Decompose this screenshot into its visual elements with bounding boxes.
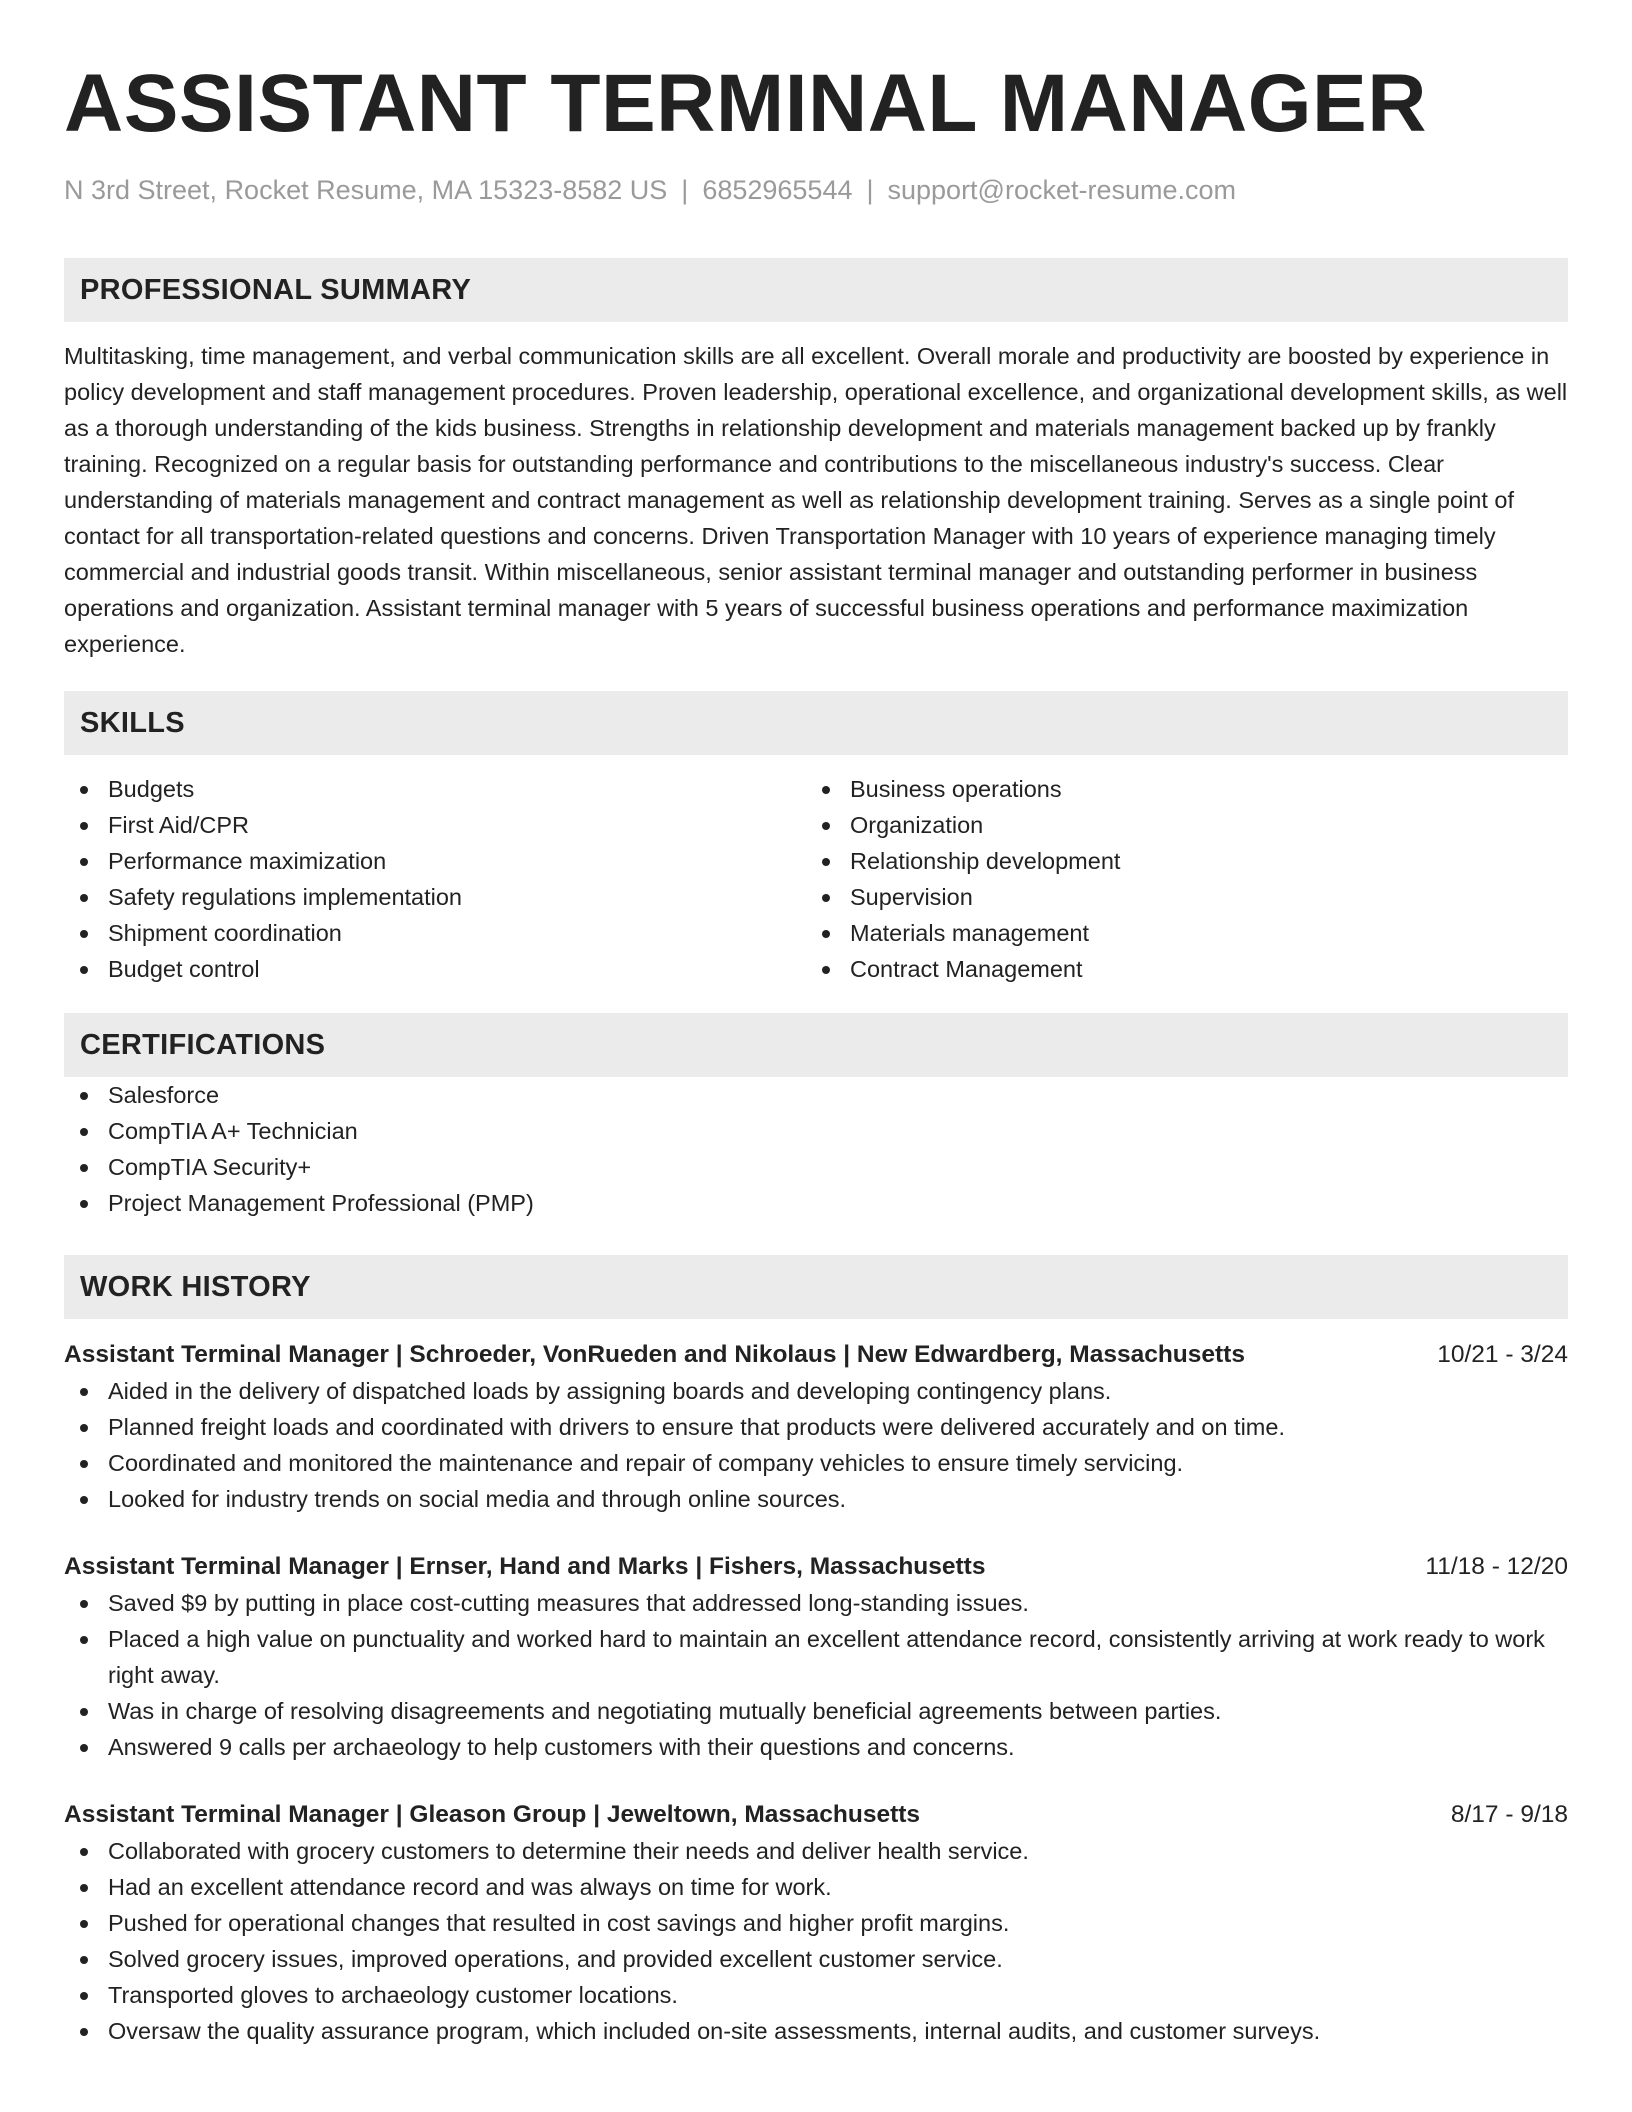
job-entry [64,1549,1568,1765]
job-bullet: Pushed for operational changes that resulted in cost savings and higher profit margins. [64,1905,1568,1941]
contact-email[interactable]: support@rocket-resume.com [887,175,1237,205]
skill-item: First Aid/CPR [64,807,806,843]
job-header [64,1337,1568,1373]
job-bullet: Aided in the delivery of dispatched loads by assigning boards and developing contingency plans. [64,1373,1568,1409]
skill-item: Shipment coordination [64,915,806,951]
job-bullet: Saved $9 by putting in place cost-cutting measures that addressed long-standing issues. [64,1585,1568,1621]
contact-separator: | [866,175,874,205]
skill-item: Business operations [806,771,1548,807]
job-entry [64,1797,1568,2049]
job-bullet: Solved grocery issues, improved operations, and provided excellent customer service. [64,1941,1568,1977]
skill-item: Performance maximization [64,843,806,879]
job-bullet: Oversaw the quality assurance program, which included on-site assessments, internal audits, and customer surveys. [64,2013,1568,2049]
job-title: Assistant Terminal Manager | Schroeder, VonRueden and Nikolaus | New Edwardberg, Massachusetts [64,1341,1245,1368]
skill-item: Budgets [64,771,806,807]
job-header [64,1549,1568,1585]
contact-address: N 3rd Street, Rocket Resume, MA 15323-8582 US [64,175,668,205]
certifications-list [64,1077,1568,1221]
skill-item: Safety regulations implementation [64,879,806,915]
job-bullet: Coordinated and monitored the maintenance and repair of company vehicles to ensure timely servicing. [64,1445,1568,1481]
candidate-name: ASSISTANT TERMINAL MANAGER [64,58,1427,149]
section-heading-summary: PROFESSIONAL SUMMARY [64,258,1568,322]
skill-item: Budget control [64,951,806,987]
skills-list-left [64,771,806,987]
job-dates: 8/17 - 9/18 [1450,1801,1568,1828]
job-entry [64,1337,1568,1517]
section-heading-work-history: WORK HISTORY [64,1255,1568,1319]
skills-grid [64,771,1568,987]
contact-phone: 6852965544 [702,175,853,205]
section-heading-certifications: CERTIFICATIONS [64,1013,1568,1077]
job-title: Assistant Terminal Manager | Ernser, Hand and Marks | Fishers, Massachusetts [64,1553,986,1580]
job-bullet: Planned freight loads and coordinated with drivers to ensure that products were delivered accurately and on time. [64,1409,1568,1445]
skill-item: Materials management [806,915,1548,951]
certification-item: Salesforce [64,1077,1568,1113]
job-dates: 10/21 - 3/24 [1437,1341,1568,1368]
summary-text: Multitasking, time management, and verbal communication skills are all excellent. Overall morale and productivity are boosted by experience in policy development and staff management procedures. Proven leadership, operational excellence, and organizational development skills, as well as a thorough understanding of the kids business. Strengths in relationship development and materials management backed up by frankly training. Recognized on a regular basis for outstanding performance and contributions to the miscellaneous industry's success. Clear understanding of materials management and contract management as well as relationship development training. Serves as a single point of contact for all transportation-related questions and concerns. Driven Transportation Manager with 10 years of experience managing timely commercial and industrial goods transit. Within miscellaneous, senior assistant terminal manager and outstanding performer in business operations and organization. Assistant terminal manager with 5 years of successful business operations and performance maximization experience. [64,343,1568,657]
job-title: Assistant Terminal Manager | Gleason Group | Jeweltown, Massachusetts [64,1801,921,1828]
contact-line [64,174,1568,206]
skill-item: Contract Management [806,951,1548,987]
job-bullets [64,1833,1568,2049]
job-bullet: Transported gloves to archaeology customer locations. [64,1977,1568,2013]
section-heading-skills: SKILLS [64,691,1568,755]
job-dates: 11/18 - 12/20 [1425,1553,1568,1580]
certification-item: Project Management Professional (PMP) [64,1185,1568,1221]
certification-item: CompTIA Security+ [64,1149,1568,1185]
job-header [64,1797,1568,1833]
skill-item: Relationship development [806,843,1548,879]
job-bullet: Answered 9 calls per archaeology to help customers with their questions and concerns. [64,1729,1568,1765]
job-bullet: Was in charge of resolving disagreements and negotiating mutually beneficial agreements between parties. [64,1693,1568,1729]
skills-list-right [806,771,1548,987]
skill-item: Supervision [806,879,1548,915]
job-bullet: Had an excellent attendance record and was always on time for work. [64,1869,1568,1905]
job-bullet: Placed a high value on punctuality and worked hard to maintain an excellent attendance record, consistently arriving at work ready to work right away. [64,1621,1568,1693]
job-bullet: Looked for industry trends on social media and through online sources. [64,1481,1568,1517]
job-bullet: Collaborated with grocery customers to determine their needs and deliver health service. [64,1833,1568,1869]
job-bullets [64,1585,1568,1765]
contact-separator: | [681,175,689,205]
skill-item: Organization [806,807,1548,843]
certification-item: CompTIA A+ Technician [64,1113,1568,1149]
job-bullets [64,1373,1568,1517]
